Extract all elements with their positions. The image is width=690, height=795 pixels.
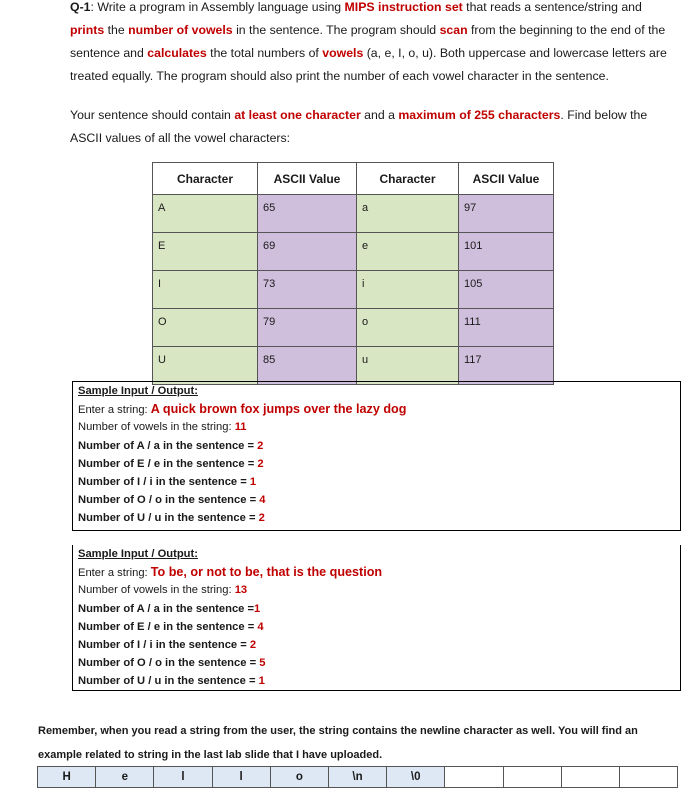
char-cell [619, 767, 677, 788]
vowel-count-line: Number of I / i in the sentence = 1 [78, 475, 257, 488]
ascii-table [152, 162, 554, 385]
vowel-count-line: Number of O / o in the sentence = 4 [78, 494, 266, 507]
sample-total-value: 11 [234, 421, 247, 434]
char-cell [503, 767, 561, 788]
char-cell: l [154, 767, 212, 788]
table-cell: I [153, 271, 258, 309]
table-cell: 111 [459, 309, 554, 347]
char-cell: o [270, 767, 328, 788]
char-cell [445, 767, 503, 788]
header-cell: ASCII Value [258, 163, 357, 195]
char-cell: H [38, 767, 96, 788]
highlight-prints: prints [70, 23, 105, 37]
vowel-count-line: Number of E / e in the sentence = 4 [78, 620, 264, 633]
table-cell: a [357, 195, 459, 233]
table-cell: A [153, 195, 258, 233]
highlight-mips: MIPS instruction set [344, 0, 463, 14]
table-cell: 73 [258, 271, 357, 309]
table-cell: O [153, 309, 258, 347]
header-cell: Character [357, 163, 459, 195]
vowel-count-line: Number of A / a in the sentence =1 [78, 602, 261, 615]
highlight-number-of-vowels: number of vowels [128, 23, 233, 37]
highlight-calculates: calculates [147, 46, 207, 60]
sample-output-box-2 [72, 545, 681, 691]
char-array-row [38, 767, 678, 788]
header-cell: Character [153, 163, 258, 195]
sample-input-string: A quick brown fox jumps over the lazy dog [150, 402, 407, 417]
table-cell: 85 [258, 347, 357, 385]
table-cell: U [153, 347, 258, 385]
table-cell: 79 [258, 309, 357, 347]
sample-total-line: Number of vowels in the string: 13 [78, 584, 248, 597]
sample-input-string: To be, or not to be, that is the question [150, 565, 383, 580]
vowel-count-line: Number of U / u in the sentence = 1 [78, 675, 265, 688]
table-row [153, 233, 554, 271]
sample-prompt-line: Enter a string: To be, or not to be, that is the question [78, 565, 383, 580]
table-cell: 65 [258, 195, 357, 233]
table-cell: e [357, 233, 459, 271]
sample-total-value: 13 [234, 584, 248, 597]
table-cell: u [357, 347, 459, 385]
table-cell: 101 [459, 233, 554, 271]
remember-note: Remember, when you read a string from the user, the string contains the newline character as well. You will find an example related to string in the last lab slide that I have uploaded. [38, 725, 638, 761]
char-cell: l [212, 767, 270, 788]
table-cell: 97 [459, 195, 554, 233]
header-cell: ASCII Value [459, 163, 554, 195]
question-paragraph: Q-1: Write a program in Assembly language using MIPS instruction set that reads a sentence/string and prints the number of vowels in the sentence. The program should scan from the beginning to the end of the sentence and calculates the total numbers of vowels (a, e, I, o, u). Both uppercase and lowercase letters are treated equally. The program should also print the number of each vowel character in the sentence. [70, 0, 667, 83]
constraints-paragraph: Your sentence should contain at least one character and a maximum of 255 characters. Find below the ASCII values of all the vowel characters: [70, 108, 648, 145]
highlight-min-chars: at least one character [234, 108, 361, 122]
table-row [153, 347, 554, 385]
table-cell: 117 [459, 347, 554, 385]
table-cell: 69 [258, 233, 357, 271]
table-cell: 105 [459, 271, 554, 309]
table-cell: E [153, 233, 258, 271]
char-cell: \n [328, 767, 386, 788]
vowel-count-line: Number of A / a in the sentence = 2 [78, 439, 264, 452]
sample-header: Sample Input / Output: [78, 385, 198, 397]
table-row [153, 271, 554, 309]
table-row [153, 309, 554, 347]
vowel-count-line: Number of U / u in the sentence = 2 [78, 512, 265, 525]
char-cell: e [96, 767, 154, 788]
highlight-max-chars: maximum of 255 characters [398, 108, 561, 122]
sample-total-line: Number of vowels in the string: 11 [78, 421, 247, 434]
sample-output-box-1 [72, 381, 681, 531]
highlight-scan: scan [439, 23, 468, 37]
char-array-strip [37, 766, 678, 788]
question-label: Q-1 [70, 0, 91, 14]
table-cell: i [357, 271, 459, 309]
sample-header: Sample Input / Output: [78, 548, 198, 560]
table-cell: o [357, 309, 459, 347]
highlight-vowels: vowels [322, 46, 364, 60]
table-row [153, 195, 554, 233]
ascii-table-header [153, 163, 554, 195]
vowel-count-line: Number of I / i in the sentence = 2 [78, 638, 257, 651]
sample-prompt-line: Enter a string: A quick brown fox jumps over the lazy dog [78, 402, 407, 417]
char-cell: \0 [387, 767, 445, 788]
char-cell [561, 767, 619, 788]
vowel-count-line: Number of O / o in the sentence = 5 [78, 657, 266, 670]
vowel-count-line: Number of E / e in the sentence = 2 [78, 457, 264, 470]
